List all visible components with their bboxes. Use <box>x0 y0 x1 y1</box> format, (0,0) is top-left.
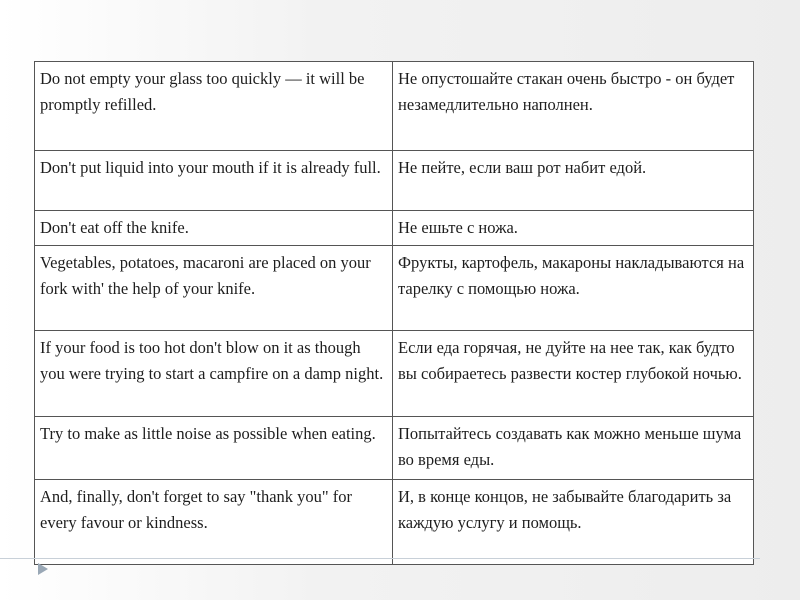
table-row <box>35 246 754 331</box>
russian-translation-cell: Не ешьте с ножа. <box>393 211 754 246</box>
table-row <box>35 62 754 151</box>
english-rule-cell: Don't put liquid into your mouth if it is already full. <box>35 151 393 211</box>
russian-translation-cell: И, в конце концов, не забывайте благодарить за каждую услугу и помощь. <box>393 480 754 565</box>
russian-translation-cell: Не пейте, если ваш рот набит едой. <box>393 151 754 211</box>
english-rule-cell: Don't eat off the knife. <box>35 211 393 246</box>
table-row <box>35 211 754 246</box>
play-arrow-icon[interactable] <box>38 563 48 575</box>
table-row <box>35 151 754 211</box>
etiquette-table <box>34 61 754 565</box>
table-row <box>35 331 754 417</box>
russian-translation-cell: Попытайтесь создавать как можно меньше шума во время еды. <box>393 417 754 480</box>
english-rule-cell: Vegetables, potatoes, macaroni are placed on your fork with' the help of your knife. <box>35 246 393 331</box>
english-rule-cell: If your food is too hot don't blow on it as though you were trying to start a campfire on a damp night. <box>35 331 393 417</box>
table-row <box>35 480 754 565</box>
table-row <box>35 417 754 480</box>
english-rule-cell: Do not empty your glass too quickly — it will be promptly refilled. <box>35 62 393 151</box>
english-rule-cell: And, finally, don't forget to say "thank you" for every favour or kindness. <box>35 480 393 565</box>
russian-translation-cell: Фрукты, картофель, макароны накладываются на тарелку с помощью ножа. <box>393 246 754 331</box>
russian-translation-cell: Если еда горячая, не дуйте на нее так, как будто вы собираетесь развести костер глубокой ночью. <box>393 331 754 417</box>
english-rule-cell: Try to make as little noise as possible when eating. <box>35 417 393 480</box>
footer-divider <box>0 558 760 559</box>
russian-translation-cell: Не опустошайте стакан очень быстро - он будет незамедлительно наполнен. <box>393 62 754 151</box>
